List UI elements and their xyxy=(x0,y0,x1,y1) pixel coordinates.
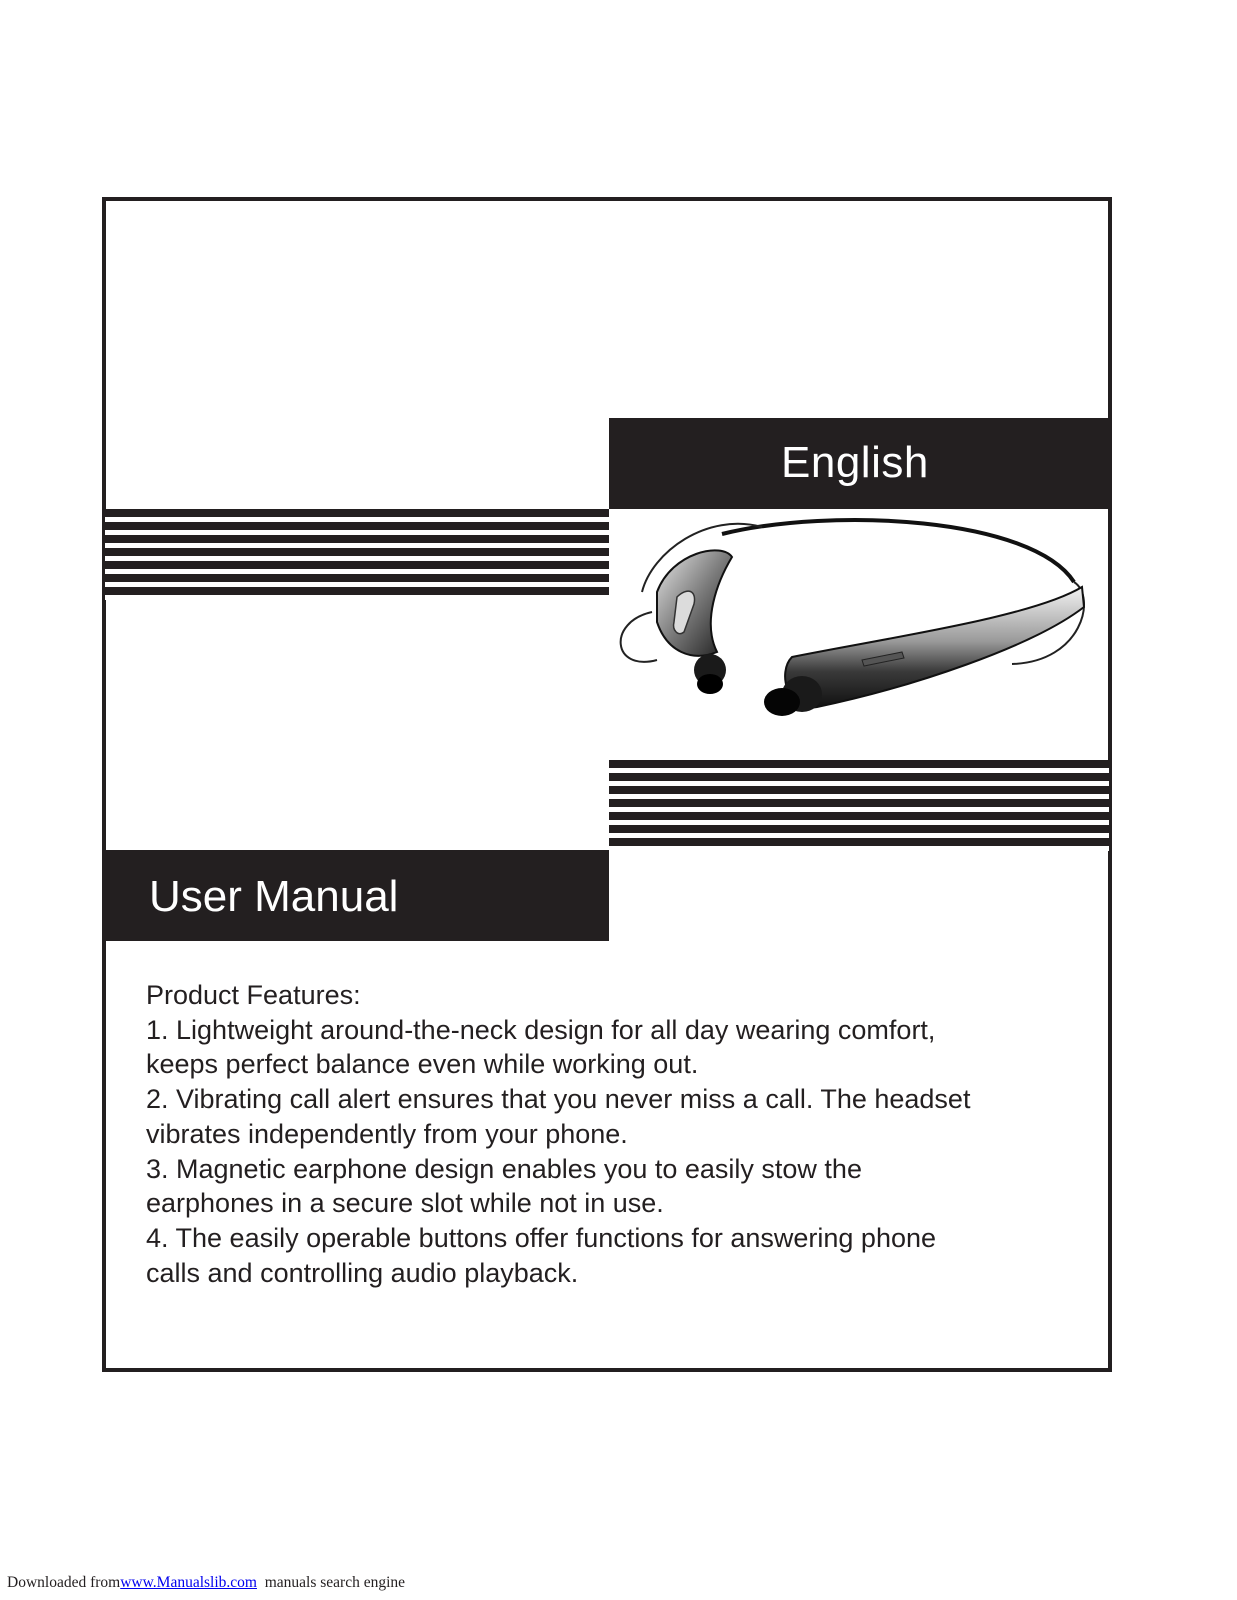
stripe-block-right xyxy=(609,760,1109,851)
feature-line: 3. Magnetic earphone design enables you to easily stow the xyxy=(146,1153,862,1184)
download-footer xyxy=(7,1574,405,1592)
features-heading: Product Features: xyxy=(146,980,361,1010)
footer-suffix: manuals search engine xyxy=(264,1574,406,1591)
feature-line: 1. Lightweight around-the-neck design for all day wearing comfort, xyxy=(146,1014,936,1045)
feature-line: earphones in a secure slot while not in use. xyxy=(146,1188,664,1219)
document-title: User Manual xyxy=(149,872,399,921)
footer-prefix: Downloaded from xyxy=(7,1574,121,1591)
stripe-block-left xyxy=(105,509,609,600)
feature-line: 2. Vibrating call alert ensures that you never miss a call. The headset xyxy=(146,1084,971,1115)
product-features xyxy=(146,978,1076,1290)
feature-line: vibrates independently from your phone. xyxy=(146,1118,628,1149)
language-label: English xyxy=(781,438,929,487)
manualslib-link[interactable]: www.Manualslib.com xyxy=(120,1574,257,1591)
feature-line: calls and controlling audio playback. xyxy=(146,1257,579,1288)
neckband-headset-icon xyxy=(612,512,1106,756)
title-band xyxy=(105,850,609,941)
language-band xyxy=(609,418,1109,509)
feature-line: 4. The easily operable buttons offer functions for answering phone xyxy=(146,1222,937,1253)
feature-line: keeps perfect balance even while working out. xyxy=(146,1049,699,1080)
